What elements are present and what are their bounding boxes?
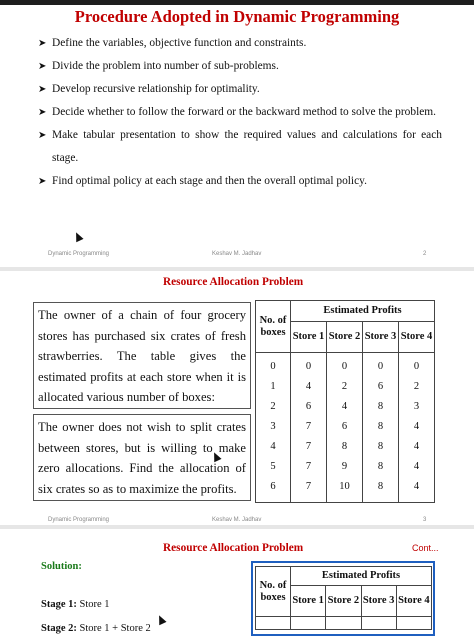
footer-author: Keshav M. Jadhav [212,251,262,257]
table-cell: 0 [341,361,348,372]
slide-procedure [0,5,474,267]
stage1-text: Store 1 [79,599,110,610]
col-header-store: Store 2 [326,586,361,617]
stage2-label: Stage 2: [41,623,77,634]
arrow-bullet-icon: ➤ [38,84,47,95]
table-cell: 4 [413,461,420,472]
table-cell: 2 [413,381,420,392]
table-cell: 4 [341,401,348,412]
table-cell: 2 [270,401,276,412]
group-header-profits: Estimated Profits [291,301,435,322]
table-cell: 7 [305,441,312,452]
table-cell: 7 [305,461,312,472]
boxes-column [256,353,291,503]
table-cell: 8 [377,481,384,492]
stage2-line [41,623,151,634]
table-cell: 6 [270,481,276,492]
table-cell: 7 [305,421,312,432]
col-header-store: Store 2 [327,322,363,353]
table-cell: 2 [341,381,348,392]
col-header-store: Store 3 [363,322,399,353]
arrow-bullet-icon: ➤ [38,107,47,118]
stage1-line [41,599,110,610]
table-cell: 9 [341,461,348,472]
bullet-item: ➤ Make tabular presentation to show the required values and calculations for each stage. [38,124,442,170]
table-cell: 4 [305,381,312,392]
constraint-statement-box: The owner does not wish to split crates between stores, but is willing to make zero allocations. Find the allocation of six crates so as to maximize the profits. [33,414,251,501]
mouse-cursor-icon [155,614,166,626]
slide-title: Procedure Adopted in Dynamic Programming [74,7,400,26]
profits-table [255,566,432,630]
table-cell: 8 [377,441,384,452]
table-cell: 7 [305,481,312,492]
table-cell: 0 [377,361,384,372]
col-header-store: Store 4 [396,586,431,617]
table-cell: 6 [341,421,348,432]
footer-left: Dynamic Programming [48,517,110,523]
solution-heading: Solution: [41,561,82,572]
bullet-list [38,32,442,193]
arrow-bullet-icon: ➤ [38,61,47,72]
table-cell: 5 [270,461,276,472]
arrow-bullet-icon: ➤ [38,130,47,141]
col-header-store: Store 1 [291,586,326,617]
table-cell: 0 [413,361,420,372]
table-cell: 4 [413,481,420,492]
table-cell: 6 [377,381,384,392]
problem-statement-box: The owner of a chain of four grocery stores has purchased six crates of fresh strawberries. The table gives the estimated profits at each store when it is allocated various number of boxes: [33,302,251,409]
table-cell: 10 [339,481,350,492]
group-header-profits: Estimated Profits [291,567,432,586]
arrow-bullet-icon: ➤ [38,38,47,49]
slide-resource-allocation [0,271,474,525]
table-cell: 3 [413,401,420,412]
bullet-item: ➤ Develop recursive relationship for optimality. [38,78,442,101]
page-number: 3 [423,517,427,523]
store4-column [399,353,435,503]
table-cell: 8 [377,461,384,472]
store3-column [363,353,399,503]
slide-resource-allocation-cont [0,529,474,632]
table-cell: 4 [413,421,420,432]
col-header-boxes: No. of boxes [256,301,291,353]
table-cell: 8 [341,441,348,452]
table-cell: 1 [270,381,276,392]
table-cell: 3 [270,421,276,432]
table-cell: 4 [413,441,420,452]
col-header-store: Store 3 [361,586,396,617]
table-cell: 0 [305,361,312,372]
store1-column [291,353,327,503]
page-number: 2 [423,251,427,257]
table-cell: 0 [270,361,276,372]
table-cell: 4 [270,441,276,452]
slide-title: Resource Allocation Problem [163,542,304,554]
footer-author: Keshav M. Jadhav [212,517,262,523]
stage1-label: Stage 1: [41,599,77,610]
store2-column [327,353,363,503]
col-header-store: Store 1 [291,322,327,353]
bullet-item: ➤ Divide the problem into number of sub-problems. [38,55,442,78]
table-cell: 6 [305,401,312,412]
table-cell: 8 [377,421,384,432]
table-cell: 8 [377,401,384,412]
bullet-item: ➤ Decide whether to follow the forward or the backward method to solve the problem. [38,101,442,124]
slide-title: Resource Allocation Problem [163,276,304,288]
footer-left: Dynamic Programming [48,251,110,257]
arrow-bullet-icon: ➤ [38,176,47,187]
continued-label: Cont... [412,543,439,553]
stage2-text: Store 1 + Store 2 [79,623,151,634]
col-header-boxes: No. of boxes [256,567,291,617]
bullet-item: ➤ Define the variables, objective function and constraints. [38,32,442,55]
mouse-cursor-icon [72,231,83,243]
bullet-item: ➤ Find optimal policy at each stage and then the overall optimal policy. [38,170,442,193]
profits-table [255,300,435,503]
col-header-store: Store 4 [399,322,435,353]
